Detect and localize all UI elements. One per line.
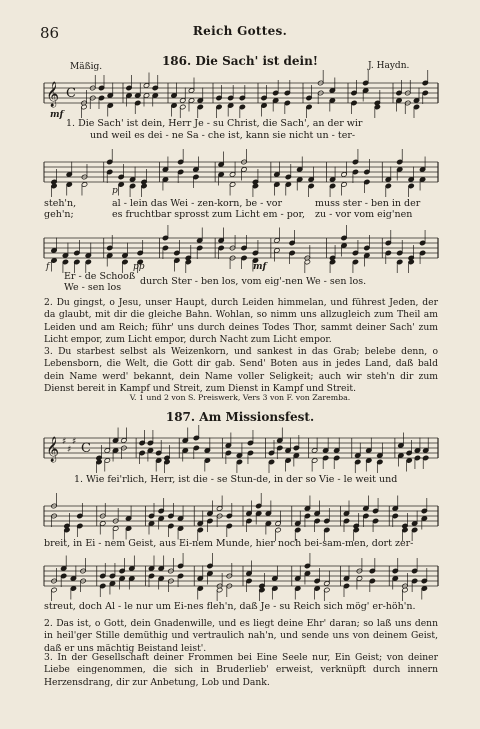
dynamic-f: f [46,262,50,272]
sharp-icon: ♯ [72,437,77,447]
time-signature-icon: C [81,441,91,456]
running-head: Reich Gottes. [192,24,288,38]
treble-clef-icon: 𝄞 [46,437,60,462]
dynamic-mf: mf [50,110,64,120]
time-signature-icon: C [66,86,76,101]
tempo-marking: Mäßig. [70,62,103,72]
music-staff-186-1 [44,77,438,111]
treble-clef-icon: 𝄞 [46,82,60,107]
dynamic-p: p [112,186,118,196]
lyrics-186-2f: zu - vor vom eig'nen [315,209,413,220]
verse-186-3: 3. Du starbest selbst als Weizenkorn, und sankest in das Grab; belebe denn, o Lebensborn, die Welt, die Gott dir gab. Send' Boten aus in jedes Land, daß bald dein Name werd' bekannt, dein Name voller Seligkeit; auch wir steh'n dir zum Dienst bereit in Kampf und Streit, zum Dienst in Kampf und Streit. [44,346,438,394]
composer: J. Haydn. [368,61,410,71]
music-staff-186-3 [44,232,438,266]
lyrics-186-2e: muss ster - ben in der [315,198,421,209]
verse-187-2: 2. Das ist, o Gott, dein Gnadenwille, und es liegt deine Ehr' daran; so laß uns denn in heil'ger Stille demüthig und vertraulich nah'n, und sende uns von deinem Geist, daß er uns mächtig Beistand leist'. [44,618,438,654]
hymn-187-title: 187. Am Missionsfest. [165,410,315,424]
music-staff-187-1 [44,432,438,466]
staff-lines [44,162,438,182]
credit-186: V. 1 und 2 von S. Preiswerk, Vers 3 von F. von Zaremba. [129,393,351,402]
lyrics-187-1: 1. Wie fei'rlich, Herr, ist die - se Stun-de, in der so Vie - le weit und [74,474,398,485]
music-staff-186-2 [44,156,438,190]
verse-186-2: 2. Du gingst, o Jesu, unser Haupt, durch Leiden himmelan, und führest Jeden, der da glaubt, mit dir die gleiche Bahn. Wohlan, so nimm uns allzugleich zum Theil am Leiden und am Reich; führ' uns durch deines Todes Thor, sammt deiner Sach' zum Licht empor, zum Licht empor, durch Nacht zum Licht empor. [44,297,438,345]
dynamic-mf-2: mf [253,262,267,272]
lyrics-186-3c: durch Ster - ben los, vom eig'-nen We - sen los. [140,276,367,287]
hymn-186-title: 186. Die Sach' ist dein! [161,54,319,68]
verse-187-3: 3. In der Gesellschaft deiner Frommen bei Eine Seele nur, Ein Geist; von deiner Liebe eingenommen, die sich in Bruderlieb' erweist, verknüpft durch innern Herzensdrang, dir zur Anbetung, Lob und Dank. [44,652,438,688]
lyrics-186-1a: 1. Die Sach' ist dein, Herr Je - su Christ, die Sach', an der wir [66,118,363,129]
lyrics-186-2a: steh'n, [44,198,77,209]
lyrics-186-2c: al - lein das Wei - zen-korn, be - vor [112,198,283,209]
sharp-icon: ♯ [67,445,72,455]
page-number: 86 [40,24,60,42]
lyrics-186-1b: und weil es dei - ne Sa - che ist, kann sie nicht un - ter- [90,130,356,141]
lyrics-187-3: streut, doch Al - le nur um Ei-nes fleh'n, daß Je - su Reich sich mög' er-höh'n. [44,601,416,612]
dynamic-pp: pp [133,262,145,272]
sharp-icon: ♯ [62,437,67,447]
lyrics-187-2: breit, in Ei - nem Geist, aus Ei-nem Munde, hier noch bei-sam-men, dort zer- [44,538,414,549]
lyrics-186-3a: Er - de Schooß [64,271,136,282]
lyrics-186-2d: es fruchtbar sprosst zum Licht em - por, [112,209,306,220]
staff-lines [44,506,438,526]
music-staff-187-3 [44,560,438,594]
music-staff-187-2 [44,500,438,534]
lyrics-186-2b: geh'n; [44,209,74,220]
lyrics-186-3b: We - sen los [64,282,122,293]
